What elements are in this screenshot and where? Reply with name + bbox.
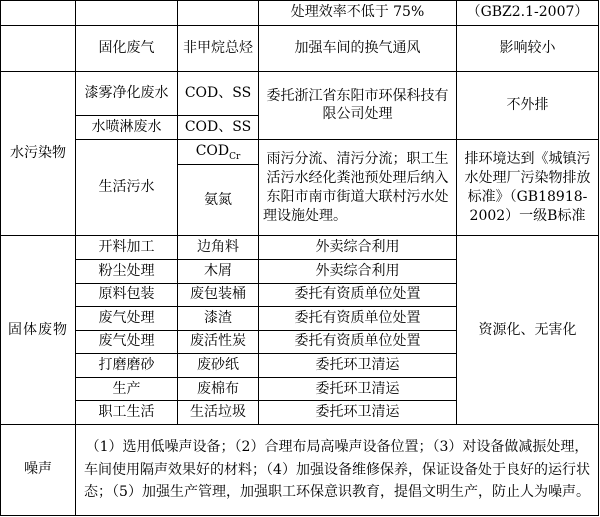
solid-pollutant-cell: 木屑	[178, 259, 259, 283]
empty-category-cell	[1, 1, 76, 26]
solid-source-cell: 原料包装	[76, 283, 178, 307]
table-row	[1, 71, 599, 115]
cod-subscript: Cr	[229, 151, 241, 162]
solid-measure-cell: 委托环卫清运	[259, 401, 457, 425]
table-row	[1, 424, 599, 515]
solid-source-cell: 废气处理	[76, 330, 178, 354]
solid-measure-cell: 委托环卫清运	[259, 377, 457, 401]
solid-effect-cell: 资源化、无害化	[457, 236, 599, 424]
domestic-water-measure-cell: 雨污分流、清污分流；职工生活污水经化粪池预处理后纳入东阳市南市街道大联村污水处理设施处理。	[259, 140, 457, 236]
curing-pollutant-cell: 非甲烷总烃	[178, 25, 259, 71]
solid-pollutant-cell: 废活性炭	[178, 330, 259, 354]
cod-label: COD	[195, 142, 230, 159]
water-category-cell: 水污染物	[1, 71, 76, 236]
solid-source-cell: 生产	[76, 377, 178, 401]
solid-source-cell: 开料加工	[76, 236, 178, 260]
solid-pollutant-cell: 废包装桶	[178, 283, 259, 307]
solid-source-cell: 废气处理	[76, 307, 178, 331]
paint-water-pollutant-cell: COD、SS	[178, 71, 259, 115]
cod-pollutant-cell	[178, 140, 259, 165]
spray-water-source-cell: 水喷淋废水	[76, 115, 178, 140]
empty-category-cell	[1, 25, 76, 71]
solid-source-cell: 打磨磨砂	[76, 354, 178, 378]
curing-source-cell: 固化废气	[76, 25, 178, 71]
domestic-water-source-cell: 生活污水	[76, 140, 178, 236]
solid-measure-cell: 委托有资质单位处置	[259, 330, 457, 354]
curing-effect-cell: 影响较小	[457, 25, 599, 71]
table-row	[1, 1, 599, 26]
domestic-water-effect-cell: 排环境达到《城镇污水处理厂污染物排放标准》（GB18918-2002）一级B标准	[457, 140, 599, 236]
curing-measure-cell: 加强车间的换气通风	[259, 25, 457, 71]
solid-pollutant-cell: 生活垃圾	[178, 401, 259, 425]
solid-source-cell: 职工生活	[76, 401, 178, 425]
solid-pollutant-cell: 废砂纸	[178, 354, 259, 378]
solid-measure-cell: 外卖综合利用	[259, 259, 457, 283]
gas-efficiency-cell: 处理效率不低于 75%	[259, 1, 457, 26]
noise-measure-cell: （1）选用低噪声设备；（2）合理布局高噪声设备位置；（3）对设备做减振处理，车间使用隔声效果好的材料；（4）加强设备维修保养，保证设备处于良好的运行状态；（5）加强生产管理，加强职工环保意识教育，提倡文明生产，防止人为噪声。	[76, 424, 599, 515]
table-row	[1, 140, 599, 165]
solid-category-cell: 固体废物	[1, 236, 76, 424]
solid-pollutant-cell: 废棉布	[178, 377, 259, 401]
industrial-water-effect-cell: 不外排	[457, 71, 599, 140]
empty-pollutant-cell	[178, 1, 259, 26]
solid-measure-cell: 委托有资质单位处置	[259, 307, 457, 331]
spray-water-pollutant-cell: COD、SS	[178, 115, 259, 140]
gas-standard-cell: （GBZ2.1-2007）	[457, 1, 599, 26]
solid-measure-cell: 委托有资质单位处置	[259, 283, 457, 307]
paint-water-source-cell: 漆雾净化废水	[76, 71, 178, 115]
noise-category-cell: 噪声	[1, 424, 76, 515]
ammonia-pollutant-cell: 氨氮	[178, 164, 259, 236]
solid-pollutant-cell: 边角料	[178, 236, 259, 260]
empty-source-cell	[76, 1, 178, 26]
solid-pollutant-cell: 漆渣	[178, 307, 259, 331]
industrial-water-measure-cell: 委托浙江省东阳市环保科技有限公司处理	[259, 71, 457, 140]
table-row	[1, 236, 599, 260]
solid-measure-cell: 外卖综合利用	[259, 236, 457, 260]
solid-measure-cell: 委托环卫清运	[259, 354, 457, 378]
table-row	[1, 25, 599, 71]
solid-source-cell: 粉尘处理	[76, 259, 178, 283]
